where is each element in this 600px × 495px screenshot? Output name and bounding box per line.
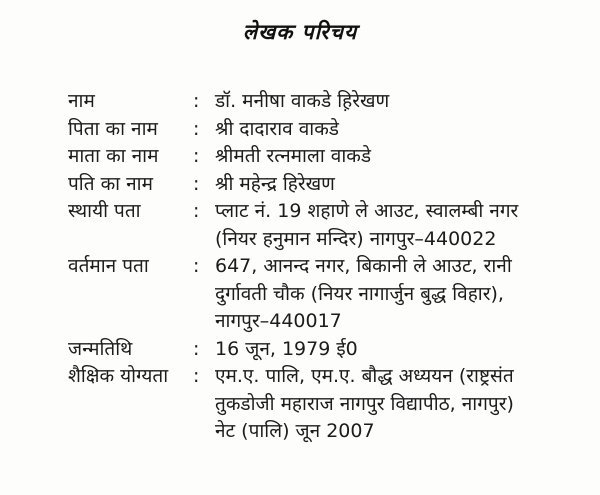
value-line: एम.ए. पालि, एम.ए. बौद्ध अध्ययन (राष्ट्रसंत bbox=[215, 365, 514, 387]
value-line: श्री महेन्द्र हिरेखण bbox=[215, 172, 335, 195]
field-label: माता का नाम bbox=[68, 145, 159, 167]
field-row-father-name bbox=[68, 116, 560, 144]
field-separator: : bbox=[193, 172, 200, 195]
value-line: श्रीमती रत्नमाला वाकडे bbox=[215, 145, 372, 167]
value-line: 16 जून, 1979 ई0 bbox=[215, 337, 358, 360]
value-line: डॉ. मनीषा वाकडे ह़िरेखण bbox=[215, 90, 390, 112]
value-line: प्लाट नं. 19 शहाणे ले आउट, स्वालम्बी नगर bbox=[215, 200, 519, 222]
field-value bbox=[215, 363, 560, 446]
value-line: (नियर हनुमान मन्दिर) नागपुर–440022 bbox=[215, 227, 497, 250]
field-label: पति का नाम bbox=[68, 172, 153, 195]
field-value bbox=[215, 171, 560, 199]
field-row-husband-name bbox=[68, 171, 560, 199]
field-separator: : bbox=[193, 200, 200, 222]
field-separator: : bbox=[193, 255, 200, 277]
field-separator: : bbox=[193, 117, 200, 140]
field-value bbox=[215, 143, 560, 171]
field-label: स्थायी पता bbox=[68, 200, 141, 222]
field-list bbox=[0, 88, 600, 446]
field-label: पिता का नाम bbox=[68, 117, 158, 140]
field-value bbox=[215, 116, 560, 144]
field-separator: : bbox=[193, 337, 200, 360]
field-row-permanent-address bbox=[68, 198, 560, 253]
field-label: वर्तमान पता bbox=[68, 255, 149, 277]
value-line: 647, आनन्द नगर, बिकानी ले आउट, रानी bbox=[215, 255, 512, 277]
field-row-current-address bbox=[68, 253, 560, 336]
value-line: श्री दादाराव वाकडे bbox=[215, 117, 339, 140]
field-value bbox=[215, 88, 560, 116]
field-value bbox=[215, 253, 560, 336]
value-line: तुकडोजी महाराज नागपुर विद्यापीठ, नागपुर) bbox=[215, 392, 514, 415]
field-separator: : bbox=[193, 90, 200, 112]
field-label: शैक्षिक योग्यता bbox=[68, 365, 169, 387]
field-row-mother-name bbox=[68, 143, 560, 171]
value-line: दुर्गावती चौक (नियर नागार्जुन बुद्ध विहार), bbox=[215, 282, 504, 305]
value-line: नागपुर–440017 bbox=[215, 310, 342, 332]
field-value bbox=[215, 336, 560, 364]
field-separator: : bbox=[193, 365, 200, 387]
field-row-date-of-birth bbox=[68, 336, 560, 364]
field-value bbox=[215, 198, 560, 253]
page-title: लेखक परिचय bbox=[242, 20, 358, 44]
value-line: नेट (पालि) जून 2007 bbox=[215, 420, 375, 442]
field-row-education bbox=[68, 363, 560, 446]
field-label: जन्मतिथि bbox=[68, 337, 133, 360]
field-label: नाम bbox=[68, 90, 95, 112]
field-separator: : bbox=[193, 145, 200, 167]
field-row-name bbox=[68, 88, 560, 116]
